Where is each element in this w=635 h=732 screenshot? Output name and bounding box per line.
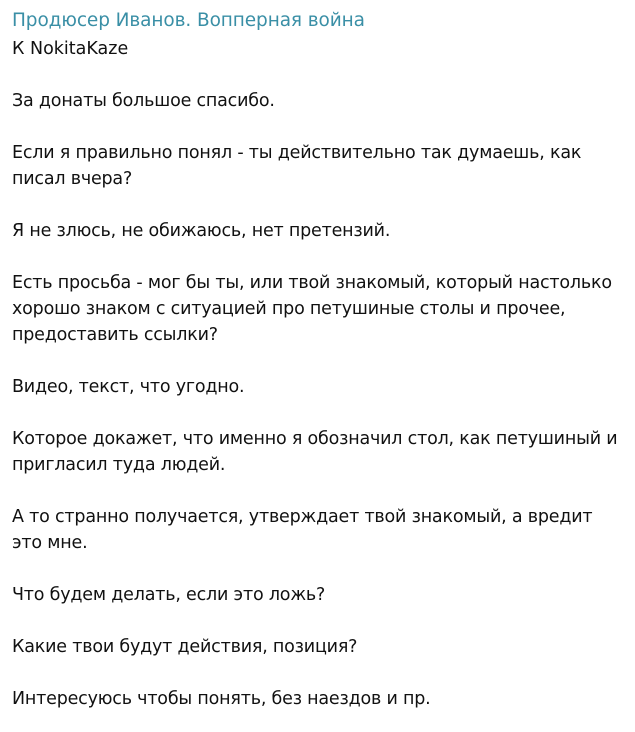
author-name[interactable]: Продюсер Иванов. Вопперная война [12,10,365,31]
message-paragraph: Я не злюсь, не обижаюсь, нет претензий. [12,221,391,241]
message-paragraph: Есть просьба - мог бы ты, или твой знакомый, который настолько хорошо знаком с ситуацией про петушиные столы и прочее, предоставить ссылки? [12,273,612,345]
message-paragraph: А то странно получается, утверждает твой знакомый, а вредит это мне. [12,507,593,553]
message-paragraph: Интересуюсь чтобы понять, без наездов и пр. [12,689,431,709]
message-paragraph: За донаты большое спасибо. [12,91,275,111]
message-paragraph: Что будем делать, если это ложь? [12,585,326,605]
message-bubble [12,6,627,712]
recipient-line: К NokitaKaze [12,39,129,59]
message-body [12,88,627,712]
message-paragraph: Какие твои будут действия, позиция? [12,637,358,657]
message-paragraph: Которое докажет, что именно я обозначил стол, как петушиный и пригласил туда людей. [12,429,618,475]
message-paragraph: Видео, текст, что угодно. [12,377,245,397]
message-paragraph: Если я правильно понял - ты действительно так думаешь, как писал вчера? [12,143,582,189]
